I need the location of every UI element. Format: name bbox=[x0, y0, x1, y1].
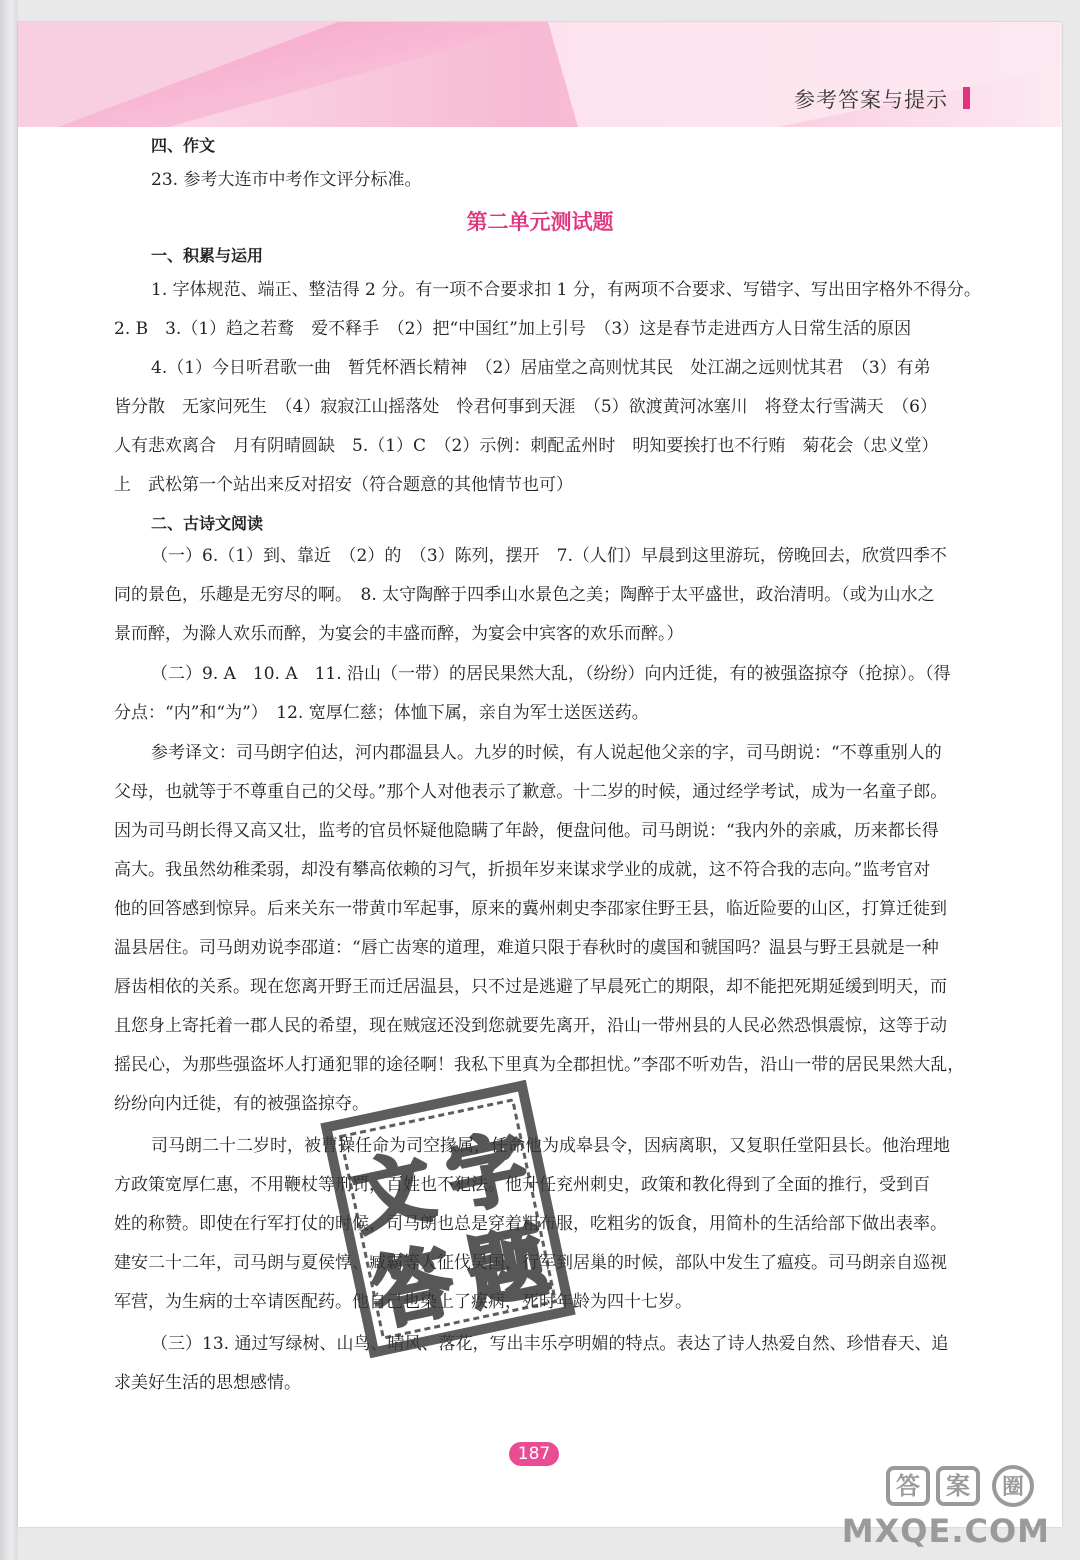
text-line: 人有悲欢离合 月有阴晴圆缺 5.（1）C （2）示例：刺配孟州时 明知要挨打也不行贿 菊花会（忠义堂） bbox=[114, 436, 939, 456]
text-line: 姓的称赞。即使在行军打仗的时候，司马朗也总是穿着粗布服，吃粗劣的饭食，用简朴的生活给部下做出表率。 bbox=[114, 1214, 947, 1234]
svg-text:字: 字 bbox=[439, 1121, 535, 1226]
page-number: 187 bbox=[509, 1442, 559, 1466]
header-title: 参考答案与提示 bbox=[794, 88, 948, 112]
text-line: 上 武松第一个站出来反对招安（符合题意的其他情节也可） bbox=[114, 475, 573, 495]
svg-text:圈: 圈 bbox=[1001, 1475, 1025, 1500]
text-line: 父母，也就等于不尊重自己的父母。”那个人对他表示了歉意。十二岁的时候，通过经学考试，成为一名童子郎。 bbox=[114, 782, 948, 802]
text-line: 同的景色，乐趣是无穷尽的啊。 8. 太守陶醉于四季山水景色之美；陶醉于太平盛世，政治清明。（或为山水之 bbox=[114, 585, 935, 605]
text-line: 唇齿相依的关系。现在您离开野王而迁居温县，只不过是逃避了早晨死亡的期限，却不能把死期延缓到明天，而 bbox=[114, 977, 947, 997]
text-line: 分点：“内”和“为”） 12. 宽厚仁慈；体恤下属，亲自为军士送医送药。 bbox=[114, 703, 649, 723]
text-line: 求美好生活的思想感情。 bbox=[114, 1373, 301, 1393]
watermark-text: MXQE.COM bbox=[841, 1512, 1050, 1550]
text-line: 且您身上寄托着一郡人民的希望，现在贼寇还没到您就要先离开，沿山一带州县的人民必然恐惧震惊，这等于动 bbox=[114, 1016, 947, 1036]
stamp-seal bbox=[318, 1074, 578, 1364]
text-line: 高大。我虽然幼稚柔弱，却没有攀高依赖的习气，折损年岁来谋求学业的成就，这不符合我的志向。”监考官对 bbox=[114, 860, 931, 880]
section-heading: 一、积累与运用 bbox=[151, 246, 264, 265]
answer-line: 23. 参考大连市中考作文评分标准。 bbox=[151, 170, 422, 190]
svg-text:答: 答 bbox=[896, 1472, 920, 1500]
header-accent-bar bbox=[963, 87, 970, 109]
document-page bbox=[18, 22, 1062, 1527]
text-line: 方政策宽厚仁惠，不用鞭杖等刑罚，百姓也不犯法。他升任兖州刺史，政策和教化得到了全面的推行，受到百 bbox=[114, 1175, 930, 1195]
text-line: （三）13. 通过写绿树、山鸟、晴风、落花，写出丰乐亭明媚的特点。表达了诗人热爱自然、珍惜春天、追 bbox=[151, 1334, 949, 1354]
text-line: 摇民心，为那些强盗坏人打通犯罪的途径啊！我私下里真为全郡担忧。”李邵不听劝告，沿山一带的居民果然大乱， bbox=[114, 1055, 965, 1075]
text-line: 建安二十二年，司马朗与夏侯惇、臧霸等人征伐吴国，行军到居巢的时候，部队中发生了瘟疫。司马朗亲自巡视 bbox=[114, 1253, 947, 1273]
text-line: 温县居住。司马朗劝说李邵道：“唇亡齿寒的道理，难道只限于春秋时的虞国和虢国吗？温县与野王县就是一种 bbox=[114, 938, 939, 958]
text-line: 军营，为生病的士卒请医配药。他自己也染上了疾病，死时年龄为四十七岁。 bbox=[114, 1292, 692, 1312]
section-heading: 四、作文 bbox=[151, 136, 216, 155]
text-line: 1. 字体规范、端正、整洁得 2 分。有一项不合要求扣 1 分，有两项不合要求、写错字、写出田字格外不得分。 bbox=[151, 280, 981, 300]
svg-text:文: 文 bbox=[346, 1141, 442, 1246]
text-line: 司马朗二十二岁时，被曹操任命为司空掾属，任命他为成皋县令，因病离职，又复职任堂阳县长。他治理地 bbox=[151, 1136, 950, 1156]
svg-text:案: 案 bbox=[946, 1472, 970, 1500]
text-line: 参考译文：司马朗字伯达，河内郡温县人。九岁的时候，有人说起他父亲的字，司马朗说：“不尊重别人的 bbox=[151, 743, 942, 763]
section-heading: 二、古诗文阅读 bbox=[151, 514, 264, 533]
text-line: 2. B 3.（1）趋之若鹜 爱不释手 （2）把“中国红”加上引号 （3）这是春节走进西方人日常生活的原因 bbox=[114, 319, 912, 339]
text-line: 皆分散 无家问死生 （4）寂寂江山摇落处 怜君何事到天涯 （5）欲渡黄河冰塞川 将登太行雪满天 （6） bbox=[114, 397, 937, 417]
text-line: （二）9. A 10. A 11. 沿山（一带）的居民果然大乱，（纷纷）向内迁徙，有的被强盗掠夺（抢掠）。（得 bbox=[151, 664, 951, 684]
svg-text:答: 答 bbox=[366, 1236, 462, 1341]
text-line: 他的回答感到惊异。后来关东一带黄巾军起事，原来的冀州刺史李邵家住野王县，临近险要的山区，打算迁徙到 bbox=[114, 899, 947, 919]
text-line: （一）6.（1）到、靠近 （2）的 （3）陈列，摆开 7.（人们）早晨到这里游玩，傍晚回去，欣赏四季不 bbox=[151, 546, 947, 566]
book-spine bbox=[0, 0, 18, 1560]
text-line: 因为司马朗长得又高又壮，监考的官员怀疑他隐瞒了年龄，便盘问他。司马朗说：“我内外的亲戚，历来都长得 bbox=[114, 821, 939, 841]
text-line: 4.（1）今日听君歌一曲 暂凭杯酒长精神 （2）居庙堂之高则忧其民 处江湖之远则忧其君 （3）有弟 bbox=[151, 358, 931, 378]
text-line: 景而醉，为滁人欢乐而醉，为宴会的丰盛而醉，为宴会中宾客的欢乐而醉。） bbox=[114, 624, 684, 644]
text-line: 纷纷向内迁徙，有的被强盗掠夺。 bbox=[114, 1094, 369, 1114]
svg-text:题: 题 bbox=[460, 1216, 556, 1321]
unit-title: 第二单元测试题 bbox=[466, 210, 614, 234]
